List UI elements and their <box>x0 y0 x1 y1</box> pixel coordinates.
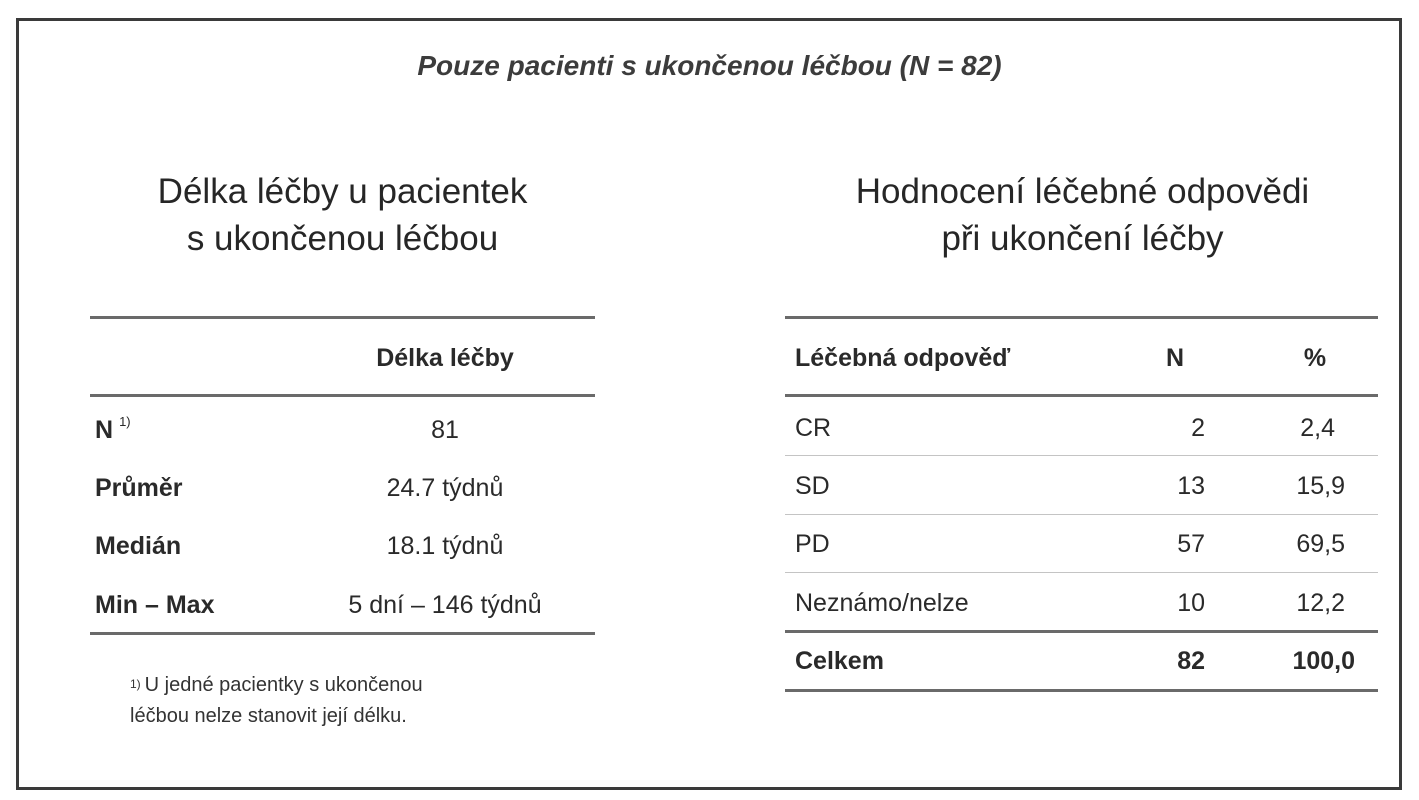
right-panel-title-line2: při ukončení léčby <box>941 219 1224 258</box>
row-pct-unknown: 12,2 <box>1296 589 1345 617</box>
row-n-sd: 13 <box>1177 472 1205 500</box>
row-n-unknown: 10 <box>1177 589 1205 617</box>
row-value-median: 18.1 týdnů <box>386 532 504 560</box>
table-rule-bottom <box>90 632 595 635</box>
footnote-line1 <box>130 670 423 701</box>
left-panel-title-line2: s ukončenou léčbou <box>186 219 499 258</box>
right-panel-title-line1: Hodnocení léčebné odpovědi <box>855 172 1310 211</box>
table-rule-top <box>90 316 595 319</box>
row-n-total: 82 <box>1177 647 1205 675</box>
duration-column-header: Délka léčby <box>376 344 514 372</box>
row-label-sd: SD <box>795 472 830 500</box>
header-pct: % <box>1303 344 1327 372</box>
row-label-median: Medián <box>95 532 182 560</box>
left-panel-title-line1: Délka léčby u pacientek <box>157 172 528 211</box>
row-label-range: Min – Max <box>95 591 215 619</box>
row-value-range: 5 dní – 146 týdnů <box>348 591 542 619</box>
row-label-unknown: Neznámo/nelze <box>795 589 969 617</box>
table-rule-top <box>785 316 1378 319</box>
row-value-mean: 24.7 týdnů <box>386 474 504 502</box>
row-divider <box>785 514 1378 515</box>
right-panel-title <box>785 168 1380 262</box>
row-label-n <box>95 416 131 445</box>
row-label-total: Celkem <box>795 647 884 675</box>
row-divider <box>785 572 1378 573</box>
table-rule-bottom <box>785 689 1378 692</box>
footnote-marker: 1) <box>119 414 131 429</box>
row-label-mean: Průměr <box>95 474 183 502</box>
row-label-pd: PD <box>795 530 830 558</box>
row-pct-sd: 15,9 <box>1296 472 1345 500</box>
footnote <box>130 670 423 732</box>
duration-table <box>90 316 595 636</box>
footnote-text1: U jedné pacientky s ukončenou <box>144 674 423 696</box>
row-pct-pd: 69,5 <box>1296 530 1345 558</box>
row-divider <box>785 455 1378 456</box>
left-panel-title <box>90 168 595 262</box>
table-rule-total <box>785 630 1378 633</box>
footnote-line2: léčbou nelze stanovit její délku. <box>130 705 407 727</box>
row-pct-cr: 2,4 <box>1300 414 1335 442</box>
row-n-cr: 2 <box>1191 414 1205 442</box>
table-rule-header <box>90 394 595 397</box>
row-label-n-text: N <box>95 416 114 444</box>
row-label-cr: CR <box>795 414 832 442</box>
row-n-pd: 57 <box>1177 530 1205 558</box>
figure-title: Pouze pacienti s ukončenou léčbou (N = 82) <box>417 50 1002 81</box>
table-rule-header <box>785 394 1378 397</box>
footnote-mark: 1) <box>130 677 141 691</box>
row-pct-total: 100,0 <box>1292 647 1355 675</box>
response-table <box>785 316 1378 694</box>
header-response: Léčebná odpověď <box>795 344 1011 372</box>
row-value-n: 81 <box>431 416 459 444</box>
header-n: N <box>1165 344 1185 372</box>
